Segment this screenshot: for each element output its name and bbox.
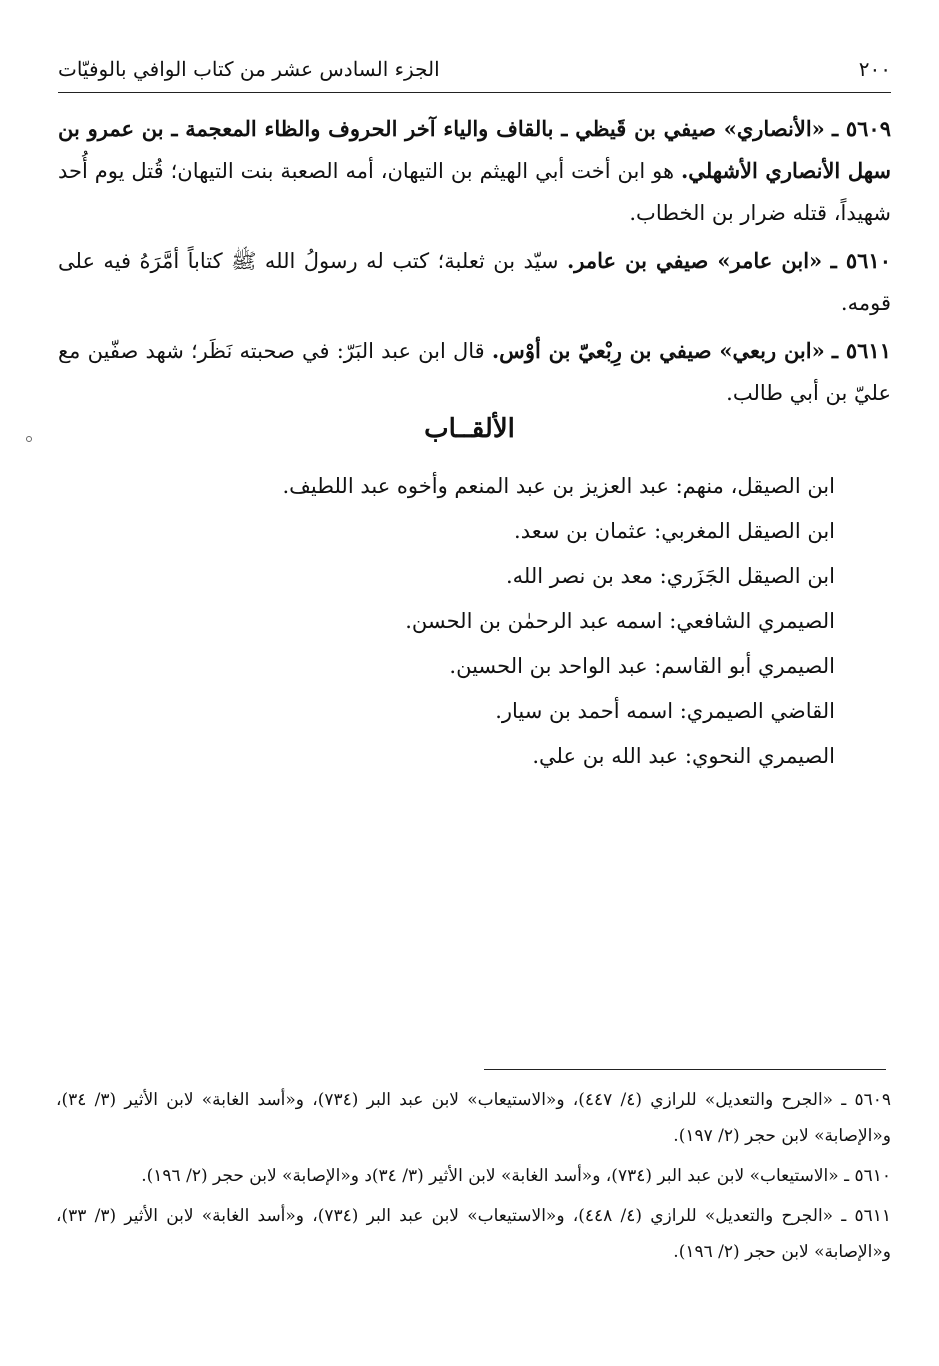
entry-5610: [58, 240, 891, 324]
footnote-5611: ٥٦١١ ـ «الجرح والتعديل» للرازي (٤/ ٤٤٨)، و«الاستيعاب» لابن عبد البر (٧٣٤)، و«أسد الغابة» لابن الأثير (٣/ ٣٣)، و«الإصابة» لابن حجر (٢/ ١٩٦).: [56, 1206, 892, 1262]
title-item: القاضي الصيمري: اسمه أحمد بن سيار.: [495, 699, 835, 723]
entry-heading: «الأنصاري» صيفي بن قَيظي ـ بالقاف والياء آخر الحروف والظاء المعجمة ـ بن عمرو بن سهل الأنصاري الأشهلي.: [58, 116, 892, 183]
page-number: ٢٠٠: [858, 57, 891, 81]
entry-heading: «ابن ربعي» صيفي بن رِبْعيّ بن أوْس.: [491, 338, 825, 363]
footnote-separator: [484, 1069, 886, 1070]
entry-text: هو ابن أخت أبي الهيثم بن التيهان، أمه الصعبة بنت التيهان؛ قُتل يوم أُحد شهيداً، قتله ضرار بن الخطاب.: [58, 159, 891, 225]
entry-5611: [58, 330, 891, 414]
title-item: ابن الصيقل المغربي: عثمان بن سعد.: [514, 519, 835, 543]
title-item: ابن الصيقل، منهم: عبد العزيز بن عبد المنعم وأخوه عبد اللطيف.: [282, 474, 835, 498]
entry-number: ٥٦١١ ـ: [831, 338, 891, 363]
running-header: [58, 52, 891, 86]
biography-entries: [58, 108, 891, 420]
header-rule: [58, 92, 891, 93]
footnote-5610: ٥٦١٠ ـ «الاستيعاب» لابن عبد البر (٧٣٤)، و«أسد الغابة» لابن الأثير (٣/ ٣٤)د و«الإصابة» لابن حجر (٢/ ١٩٦).: [141, 1166, 891, 1186]
titles-list: [80, 466, 835, 781]
entry-text: قال ابن عبد البَرّ: في صحبته نَظَر؛ شهد صفّين مع عليّ بن أبي طالب.: [58, 339, 891, 405]
footnote-5609: ٥٦٠٩ ـ «الجرح والتعديل» للرازي (٤/ ٤٤٧)، و«الاستيعاب» لابن عبد البر (٧٣٤)، و«أسد الغابة» لابن الأثير (٣/ ٣٤)، و«الإصابة» لابن حجر (٢/ ١٩٧).: [56, 1090, 892, 1146]
section-title: الألقــاب: [424, 414, 515, 444]
title-item: الصيمري الشافعي: اسمه عبد الرحمٰن بن الحسن.: [405, 609, 835, 633]
entry-heading: «ابن عامر» صيفي بن عامر.: [566, 248, 823, 273]
entry-number: ٥٦١٠ ـ: [830, 248, 891, 273]
footnotes: [56, 1082, 891, 1274]
entry-5609: [58, 108, 891, 234]
title-item: الصيمري النحوي: عبد الله بن علي.: [532, 744, 835, 768]
title-item: ابن الصيقل الجَزَري: معد بن نصر الله.: [505, 564, 835, 588]
entry-number: ٥٦٠٩ ـ: [831, 116, 891, 141]
running-title: الجزء السادس عشر من كتاب الوافي بالوفيّات: [58, 57, 440, 81]
entry-text: سيّد بن ثعلبة؛ كتب له رسولُ الله ﷺ كتاباً أمَّرَهُ فيه على قومه.: [58, 249, 891, 315]
title-item: الصيمري أبو القاسم: عبد الواحد بن الحسين.: [449, 654, 835, 678]
